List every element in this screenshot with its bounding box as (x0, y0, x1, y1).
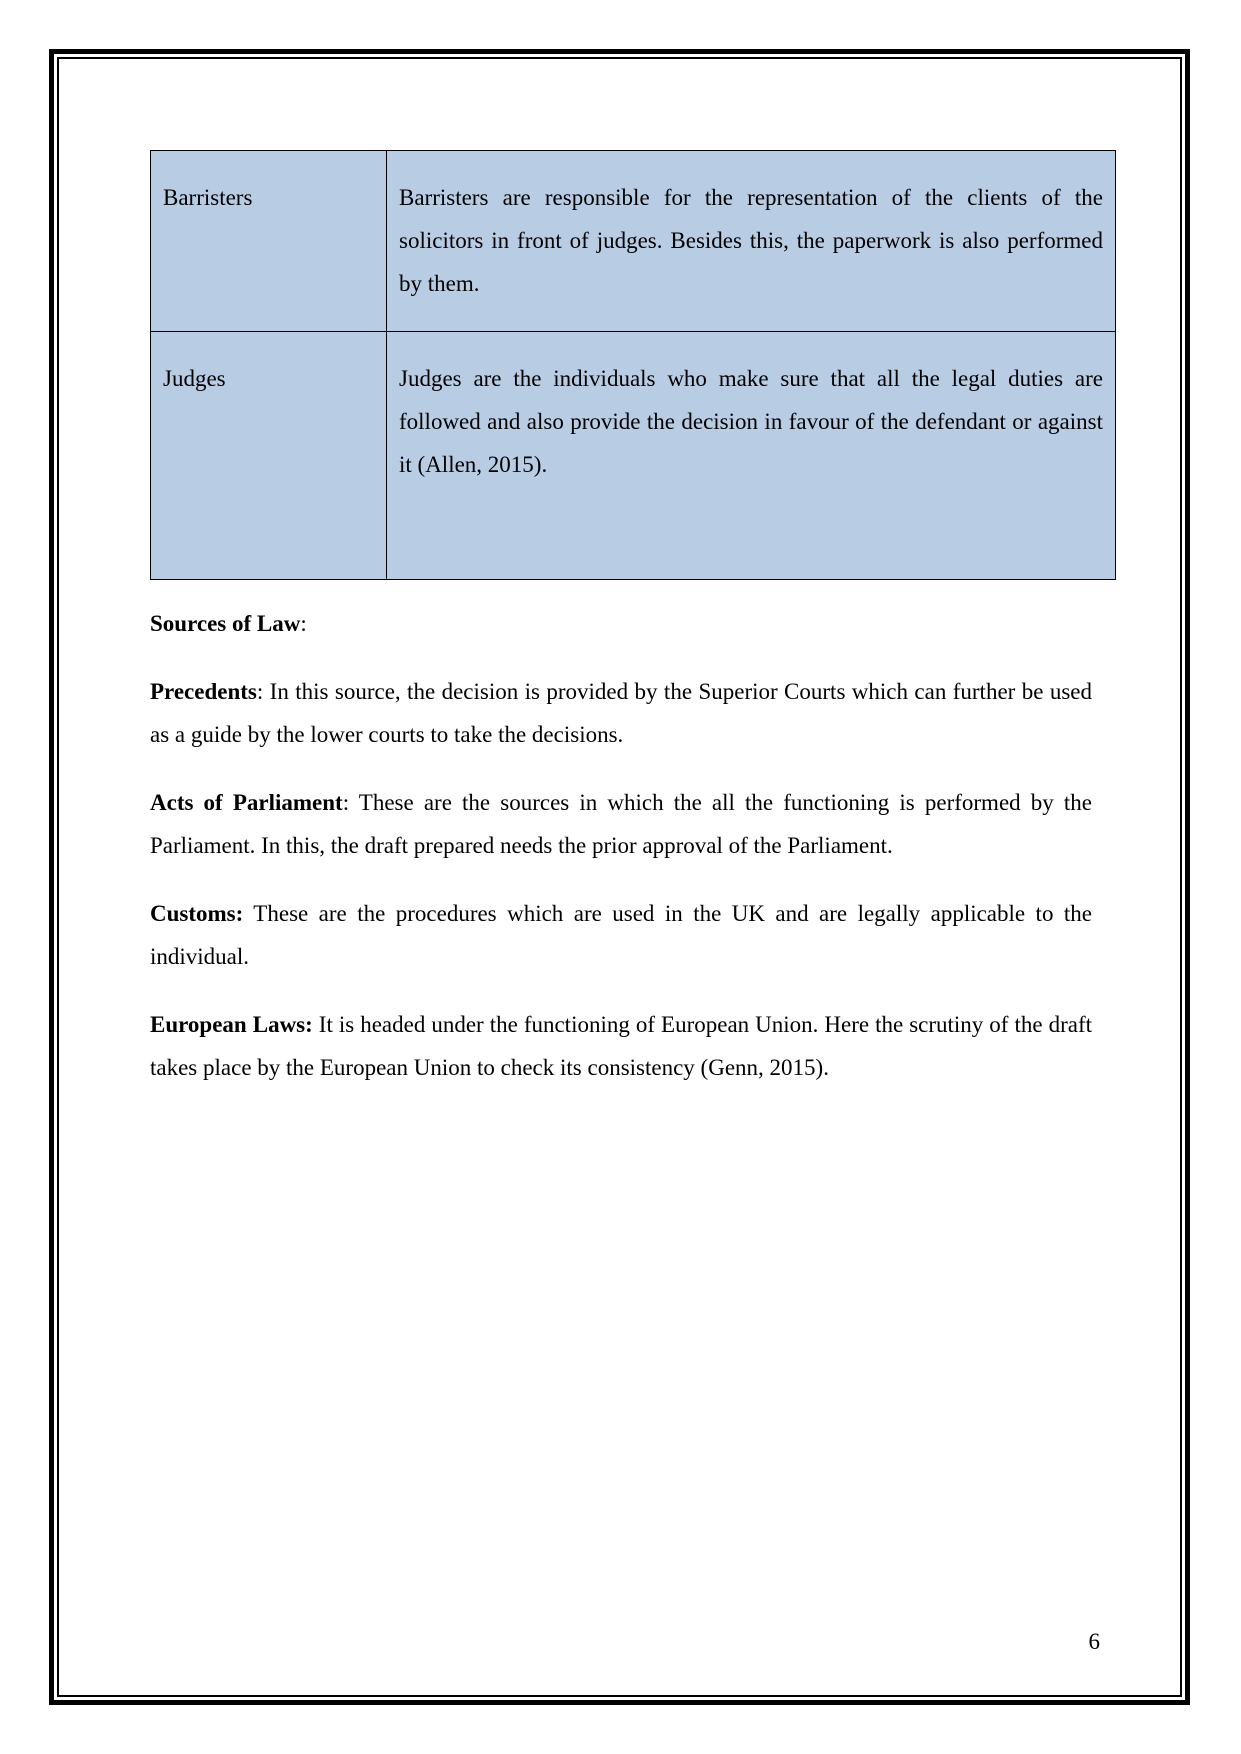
table-row (151, 332, 1116, 580)
source-text: It is headed under the functioning of European Union. Here the scrutiny of the draft takes place by the European Union to check its consistency (Genn, 2015). (150, 1012, 1092, 1080)
source-term: Customs: (150, 901, 244, 926)
source-paragraph-european (150, 1003, 1092, 1089)
source-term: European Laws: (150, 1012, 313, 1037)
source-text: These are the procedures which are used in the UK and are legally applicable to the individual. (150, 901, 1092, 969)
role-description-cell: Barristers are responsible for the representation of the clients of the solicitors in front of judges. Besides this, the paperwork is also performed by them. (387, 151, 1116, 332)
source-text: These are the sources in which the all the functioning is performed by the Parliament. In this, the draft prepared needs the prior approval of the Parliament. (150, 790, 1093, 858)
source-separator: : (342, 790, 350, 815)
table-row (151, 151, 1116, 332)
source-term: Precedents (150, 679, 257, 704)
section-heading (150, 602, 1116, 645)
source-text: In this source, the decision is provided by the Superior Courts which can further be used as a guide by the lower courts to take the decisions. (150, 679, 1092, 747)
role-name-cell: Barristers (151, 151, 387, 332)
source-paragraph-precedents (150, 670, 1092, 756)
role-name-cell: Judges (151, 332, 387, 580)
source-term: Acts of Parliament (150, 790, 343, 815)
legal-roles-table (150, 150, 1116, 580)
section-heading-suffix: : (300, 611, 307, 636)
source-paragraph-acts (150, 781, 1092, 867)
page-number: 6 (1088, 1629, 1100, 1654)
role-description-cell: Judges are the individuals who make sure that all the legal duties are followed and also provide the decision in favour of the defendant or against it (Allen, 2015). (387, 332, 1116, 580)
source-paragraph-customs (150, 892, 1092, 978)
section-heading-text: Sources of Law (150, 611, 301, 636)
page-content (150, 150, 1116, 1089)
source-separator: : (256, 679, 264, 704)
